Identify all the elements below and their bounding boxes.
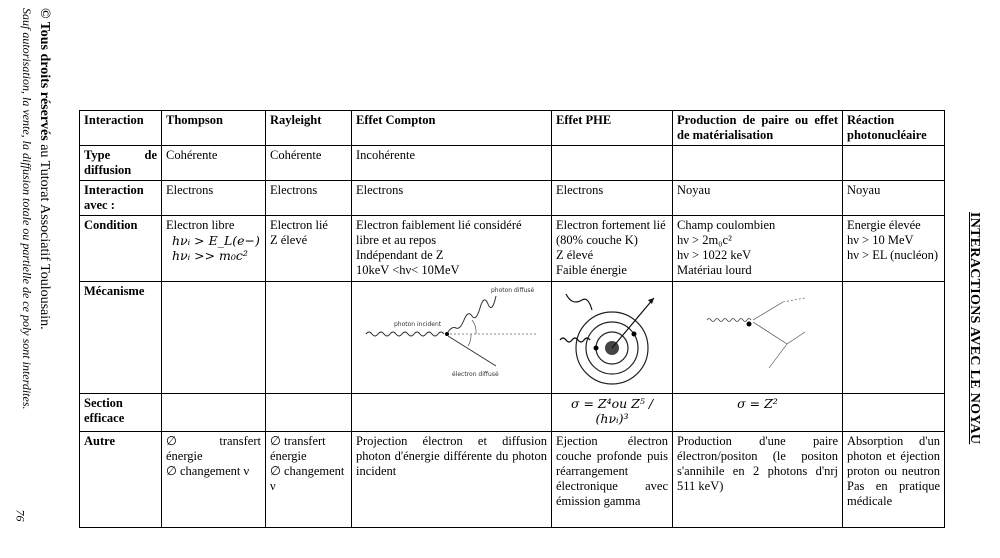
header-cell: Thompson xyxy=(162,111,266,146)
table-row-type xyxy=(80,146,945,181)
copyright-notice xyxy=(2,8,52,548)
cell-line: Electron libre xyxy=(166,218,235,232)
phi-arc xyxy=(468,334,471,346)
table-cell xyxy=(266,282,352,394)
phe-diagram xyxy=(556,284,668,388)
table-cell xyxy=(843,282,945,394)
label-photon-diffuse: photon diffusé xyxy=(491,287,535,294)
cell-formula: hνᵢ >> m₀c² xyxy=(172,248,248,263)
cell-line: ∅ changement ν xyxy=(166,464,250,478)
copyright-restriction: Sauf autorisation, la vente, la diffusion totale ou partielle de ce poly sont interdites. xyxy=(20,8,34,410)
copyright-bold: © Tous droits réservés xyxy=(37,8,52,141)
electron-k xyxy=(594,346,599,351)
table-cell: Ejection électron couche profonde puis réarrangement électronique avec émission gamma xyxy=(552,432,673,528)
cell-line: Faible énergie xyxy=(556,263,627,277)
cell-line: Champ coulombien xyxy=(677,218,776,232)
header-row xyxy=(80,111,945,146)
table-cell xyxy=(162,282,266,394)
positron-track xyxy=(753,322,787,344)
table-cell: Incohérente xyxy=(352,146,552,181)
table-cell: Electrons xyxy=(552,181,673,216)
cell-line: ∅ transfert énergie xyxy=(166,434,261,463)
cell-line: Electron fortement lié (80% couche K) xyxy=(556,218,666,247)
theta-arc xyxy=(472,320,476,334)
annihilation-photon-3 xyxy=(769,344,787,368)
row-label: Interaction avec : xyxy=(80,181,162,216)
cell-line: hν > 10 MeV xyxy=(847,233,914,247)
incident-photon-wave xyxy=(560,338,590,342)
page-number: 76 xyxy=(13,509,28,522)
cell-line: 10keV <hν< 10MeV xyxy=(356,263,460,277)
cell-line: Energie élevée xyxy=(847,218,921,232)
table-cell xyxy=(843,146,945,181)
cell-line: ∅ transfert énergie xyxy=(270,434,326,463)
header-cell: Rayleight xyxy=(266,111,352,146)
table-cell xyxy=(843,216,945,282)
table-cell xyxy=(552,282,673,394)
table-cell xyxy=(352,394,552,432)
incident-wave xyxy=(366,332,444,336)
table-cell xyxy=(552,216,673,282)
table-cell xyxy=(552,146,673,181)
header-cell: Réaction photonucléaire xyxy=(843,111,945,146)
table-cell xyxy=(673,282,843,394)
table-cell xyxy=(673,216,843,282)
row-label: Type de diffusion xyxy=(80,146,162,181)
emission-curve xyxy=(566,294,592,310)
cell-line: hν > EL (nucléon) xyxy=(847,248,939,262)
cell-line: Electron faiblement lié considéré libre et au repos xyxy=(356,218,522,247)
ejection-arrow-icon xyxy=(648,298,654,304)
table-cell: σ = Z² xyxy=(673,394,843,432)
table-cell: Cohérente xyxy=(266,146,352,181)
table-cell xyxy=(162,432,266,528)
table-cell xyxy=(352,216,552,282)
annihilation-photon-1 xyxy=(783,298,805,302)
label-photon-incident: photon incident xyxy=(394,321,442,328)
header-cell: Production de paire ou effet de matérialisation xyxy=(673,111,843,146)
pair-production-diagram xyxy=(677,284,837,384)
cell-line: Z élevé xyxy=(270,233,308,247)
label-electron-diffuse: électron diffusé xyxy=(452,371,499,378)
table-row-interaction xyxy=(80,181,945,216)
annihilation-photon-2 xyxy=(787,332,805,344)
table-cell: Cohérente xyxy=(162,146,266,181)
electron-track xyxy=(753,302,783,320)
table-cell: Electrons xyxy=(162,181,266,216)
table-row-autre xyxy=(80,432,945,528)
table-cell: σ = Z⁴ou Z⁵ / (hνᵢ)³ xyxy=(552,394,673,432)
electron-path xyxy=(448,336,496,366)
table-cell: Electrons xyxy=(266,181,352,216)
table-cell xyxy=(162,216,266,282)
chapter-title: INTERACTIONS AVEC LE NOYAU xyxy=(967,212,982,445)
cell-line: hν > 1022 keV xyxy=(677,248,752,262)
copyright-rest: au Tutorat Associatif Toulousain. xyxy=(37,140,52,330)
cell-line: Indépendant de Z xyxy=(356,248,444,262)
cell-line: Electron lié xyxy=(270,218,328,232)
row-label: Condition xyxy=(80,216,162,282)
table-cell: Electrons xyxy=(352,181,552,216)
interaction-table xyxy=(79,110,945,528)
table-cell: Noyau xyxy=(843,181,945,216)
incident-photon-wave xyxy=(707,319,751,322)
table-cell xyxy=(266,216,352,282)
table-cell xyxy=(266,432,352,528)
cell-line: hν > 2m₀c² xyxy=(677,233,732,247)
cell-line: ∅ changement ν xyxy=(270,464,345,493)
table-cell: Noyau xyxy=(673,181,843,216)
row-label: Autre xyxy=(80,432,162,528)
scattered-wave xyxy=(448,296,496,332)
header-cell: Effet Compton xyxy=(352,111,552,146)
table-cell xyxy=(266,394,352,432)
nucleus-dot xyxy=(747,322,752,327)
table-cell: Production d'une paire électron/positon (le positon s'annihile en 2 photons d'nrj 511 keV) xyxy=(673,432,843,528)
table-cell xyxy=(162,394,266,432)
row-label: Mécanisme xyxy=(80,282,162,394)
table-cell xyxy=(352,282,552,394)
row-label: Section efficace xyxy=(80,394,162,432)
table-cell: Projection électron et diffusion photon d'énergie différente du photon incident xyxy=(352,432,552,528)
table-row-condition xyxy=(80,216,945,282)
electron-l xyxy=(632,332,637,337)
cell-formula: hνᵢ > E_L(e−) xyxy=(172,233,260,248)
table-cell xyxy=(843,394,945,432)
cell-line: Z élevé xyxy=(556,248,594,262)
header-cell: Interaction xyxy=(80,111,162,146)
table-cell: Absorption d'un photon et éjection proton ou neutron Pas en pratique médicale xyxy=(843,432,945,528)
cell-line: Matériau lourd xyxy=(677,263,752,277)
header-cell: Effet PHE xyxy=(552,111,673,146)
table-row-section xyxy=(80,394,945,432)
table-cell xyxy=(673,146,843,181)
table-row-mecanisme xyxy=(80,282,945,394)
electron-dot xyxy=(445,332,449,336)
compton-diagram xyxy=(356,284,546,384)
